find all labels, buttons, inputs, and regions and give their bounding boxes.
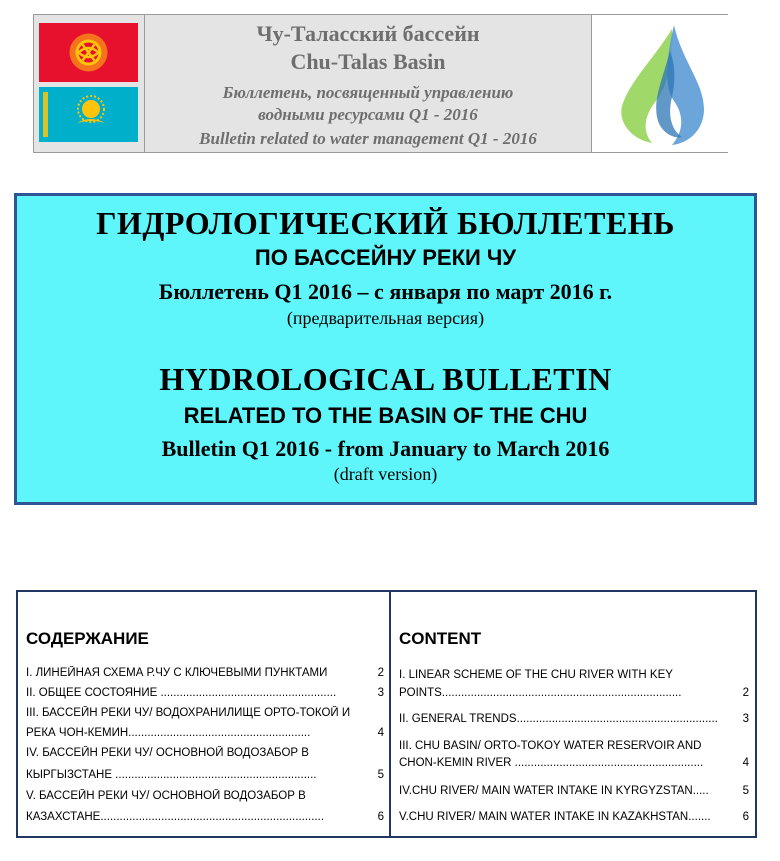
toc-entry-text: II. ОБЩЕЕ СОСТОЯНИЕ ....................................................... [26,687,337,699]
toc-entry-text: КАЗАХСТАНЕ...................................................................... [26,811,325,823]
table-of-contents [16,590,757,838]
header-subtitle-en: Bulletin related to water management Q1 - 2016 [199,129,537,148]
toc-entry-text: III. CHU BASIN/ ORTO-TOKOY WATER RESERVOIR AND [399,740,702,752]
toc-entry-text: IV. БАССЕЙН РЕКИ ЧУ/ ОСНОВНОЙ ВОДОЗАБОР В [26,747,309,759]
header-subtitle-ru-line1: Бюллетень, посвященный управлению [222,83,514,102]
toc-entry-text: POINTS........................................................................... [399,687,682,699]
toc-entry-text: V. БАССЕЙН РЕКИ ЧУ/ ОСНОВНОЙ ВОДОЗАБОР В [26,790,306,802]
contents-divider [389,592,391,836]
toc-entry-text: CHON-KEMIN RIVER ........................................................... [399,757,704,769]
kyrgyzstan-flag-icon [39,23,138,82]
toc-entry[interactable] [26,666,384,680]
toc-entry-page: 4 [742,757,749,769]
toc-entry[interactable] [399,712,749,726]
header-title-cell [145,15,591,152]
toc-entry-text: I. LINEAR SCHEME OF THE CHU RIVER WITH KEY [399,669,673,681]
toc-entry-page: 2 [742,687,749,699]
toc-entry[interactable] [26,706,384,720]
title-en-period: Bulletin Q1 2016 - from January to March 2016 [161,436,610,461]
contents-column-en [399,592,749,836]
title-en-subtitle: RELATED TO THE BASIN OF THE CHU [183,403,588,428]
toc-entry-continuation[interactable] [26,768,384,782]
toc-entry-text: II. GENERAL TRENDS............................................................... [399,713,718,725]
title-en-draft-note: (draft version) [333,464,438,484]
title-ru-main: ГИДРОЛОГИЧЕСКИЙ БЮЛЛЕТЕНЬ [96,205,675,241]
header-title-ru: Чу-Таласский бассейн [256,21,480,46]
logo-cell [591,15,728,152]
flags-cell [34,15,145,152]
title-en-main: HYDROLOGICAL BULLETIN [159,361,612,397]
toc-entry-text: I. ЛИНЕЙНАЯ СХЕМА Р.ЧУ С КЛЮЧЕВЫМИ ПУНКТАМИ [26,667,328,679]
water-drop-logo-icon [612,21,712,149]
title-ru-period: Бюллетень Q1 2016 – с января по март 2016 г. [158,279,613,304]
toc-entry-page: 5 [742,785,749,797]
title-ru-draft-note: (предварительная версия) [286,308,485,328]
toc-entry-text: КЫРГЫЗСТАНЕ ............................................................... [26,769,317,781]
contents-heading-ru: СОДЕРЖАНИЕ [26,629,149,648]
toc-entry-page: 3 [377,687,384,699]
toc-entry-page: 5 [377,769,384,781]
toc-entry[interactable] [399,810,749,824]
toc-entry-continuation[interactable] [399,756,749,770]
toc-entry-page: 6 [742,811,749,823]
toc-entry[interactable] [26,789,384,803]
toc-entry-continuation[interactable] [26,726,384,740]
bulletin-header [33,14,728,153]
toc-entry-page: 4 [377,727,384,739]
toc-entry[interactable] [399,739,749,753]
toc-entry[interactable] [399,784,749,798]
toc-entry-continuation[interactable] [399,686,749,700]
contents-heading-en: CONTENT [399,629,482,648]
toc-entry-text: IV.CHU RIVER/ MAIN WATER INTAKE IN KYRGYZSTAN..... [399,785,709,797]
toc-entry[interactable] [26,746,384,760]
toc-entry-page: 3 [742,713,749,725]
toc-entry-text: РЕКА ЧОН-КЕМИН......................................................... [26,727,311,739]
toc-entry-text: III. БАССЕЙН РЕКИ ЧУ/ ВОДОХРАНИЛИЩЕ ОРТО-ТОКОЙ И [26,707,351,719]
toc-entry-text: V.CHU RIVER/ MAIN WATER INTAKE IN KAZAKHSTAN....... [399,811,711,823]
toc-entry-continuation[interactable] [26,810,384,824]
contents-column-ru [26,592,384,836]
bulletin-title-box [14,193,757,505]
toc-entry-page: 2 [377,667,384,679]
kazakhstan-flag-icon [39,87,138,142]
title-ru-subtitle: ПО БАССЕЙНУ РЕКИ ЧУ [254,245,517,270]
toc-entry[interactable] [399,668,749,682]
toc-entry[interactable] [26,686,384,700]
header-subtitle-ru-line2: водными ресурсами Q1 - 2016 [258,105,478,124]
toc-entry-page: 6 [377,811,384,823]
header-title-en: Chu-Talas Basin [290,49,446,74]
